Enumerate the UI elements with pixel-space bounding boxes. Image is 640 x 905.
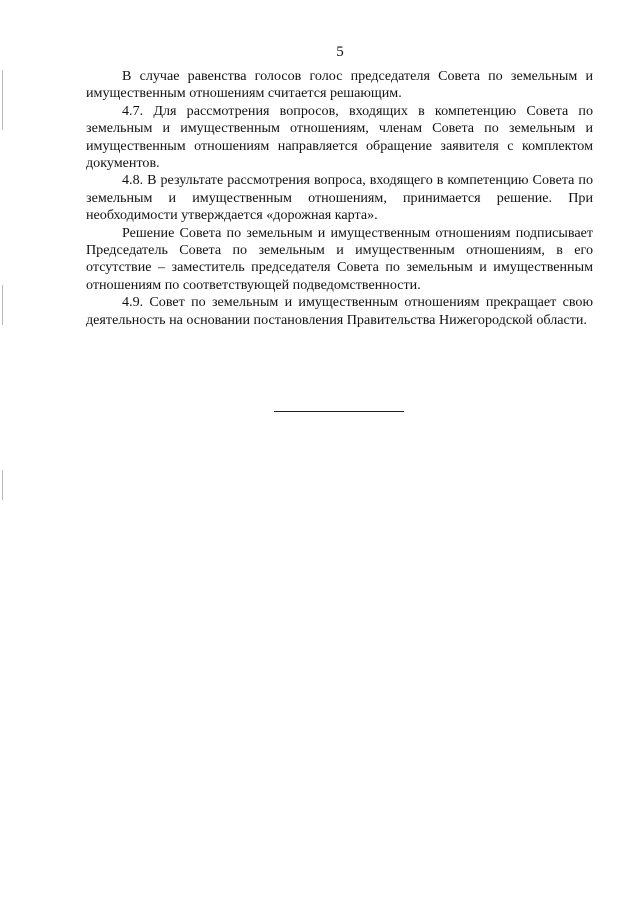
scan-artifact: [2, 470, 3, 500]
end-separator-line: [274, 411, 404, 412]
paragraph-4-8: 4.8. В результате рассмотрения вопроса, входящего в компетенцию Совета по земельным и имущественным отношениям, принимается решение. При необходимости утверждается «дорожная карта».: [86, 172, 593, 224]
paragraph-tie-vote: В случае равенства голосов голос председателя Совета по земельным и имущественным отношениям считается решающим.: [86, 68, 593, 102]
scan-artifact: [2, 70, 3, 130]
paragraph-4-9: 4.9. Совет по земельным и имущественным отношениям прекращает свою деятельность на основании постановления Правительства Нижегородской области.: [86, 294, 593, 328]
scan-artifact: [2, 285, 3, 325]
document-body: [86, 68, 593, 329]
page-number: 5: [336, 44, 344, 60]
paragraph-4-7: 4.7. Для рассмотрения вопросов, входящих в компетенцию Совета по земельным и имущественным отношениям, членам Совета по земельным и имущественным отношениям направляется обращение заявителя с комплектом документов.: [86, 102, 593, 172]
paragraph-decision-signing: Решение Совета по земельным и имущественным отношениям подписывает Председатель Совета по земельным и имущественным отношениям, в его отсутствие – заместитель председателя Совета по земельным и имущественным отношениям по соответствующей подведомственности.: [86, 224, 593, 293]
